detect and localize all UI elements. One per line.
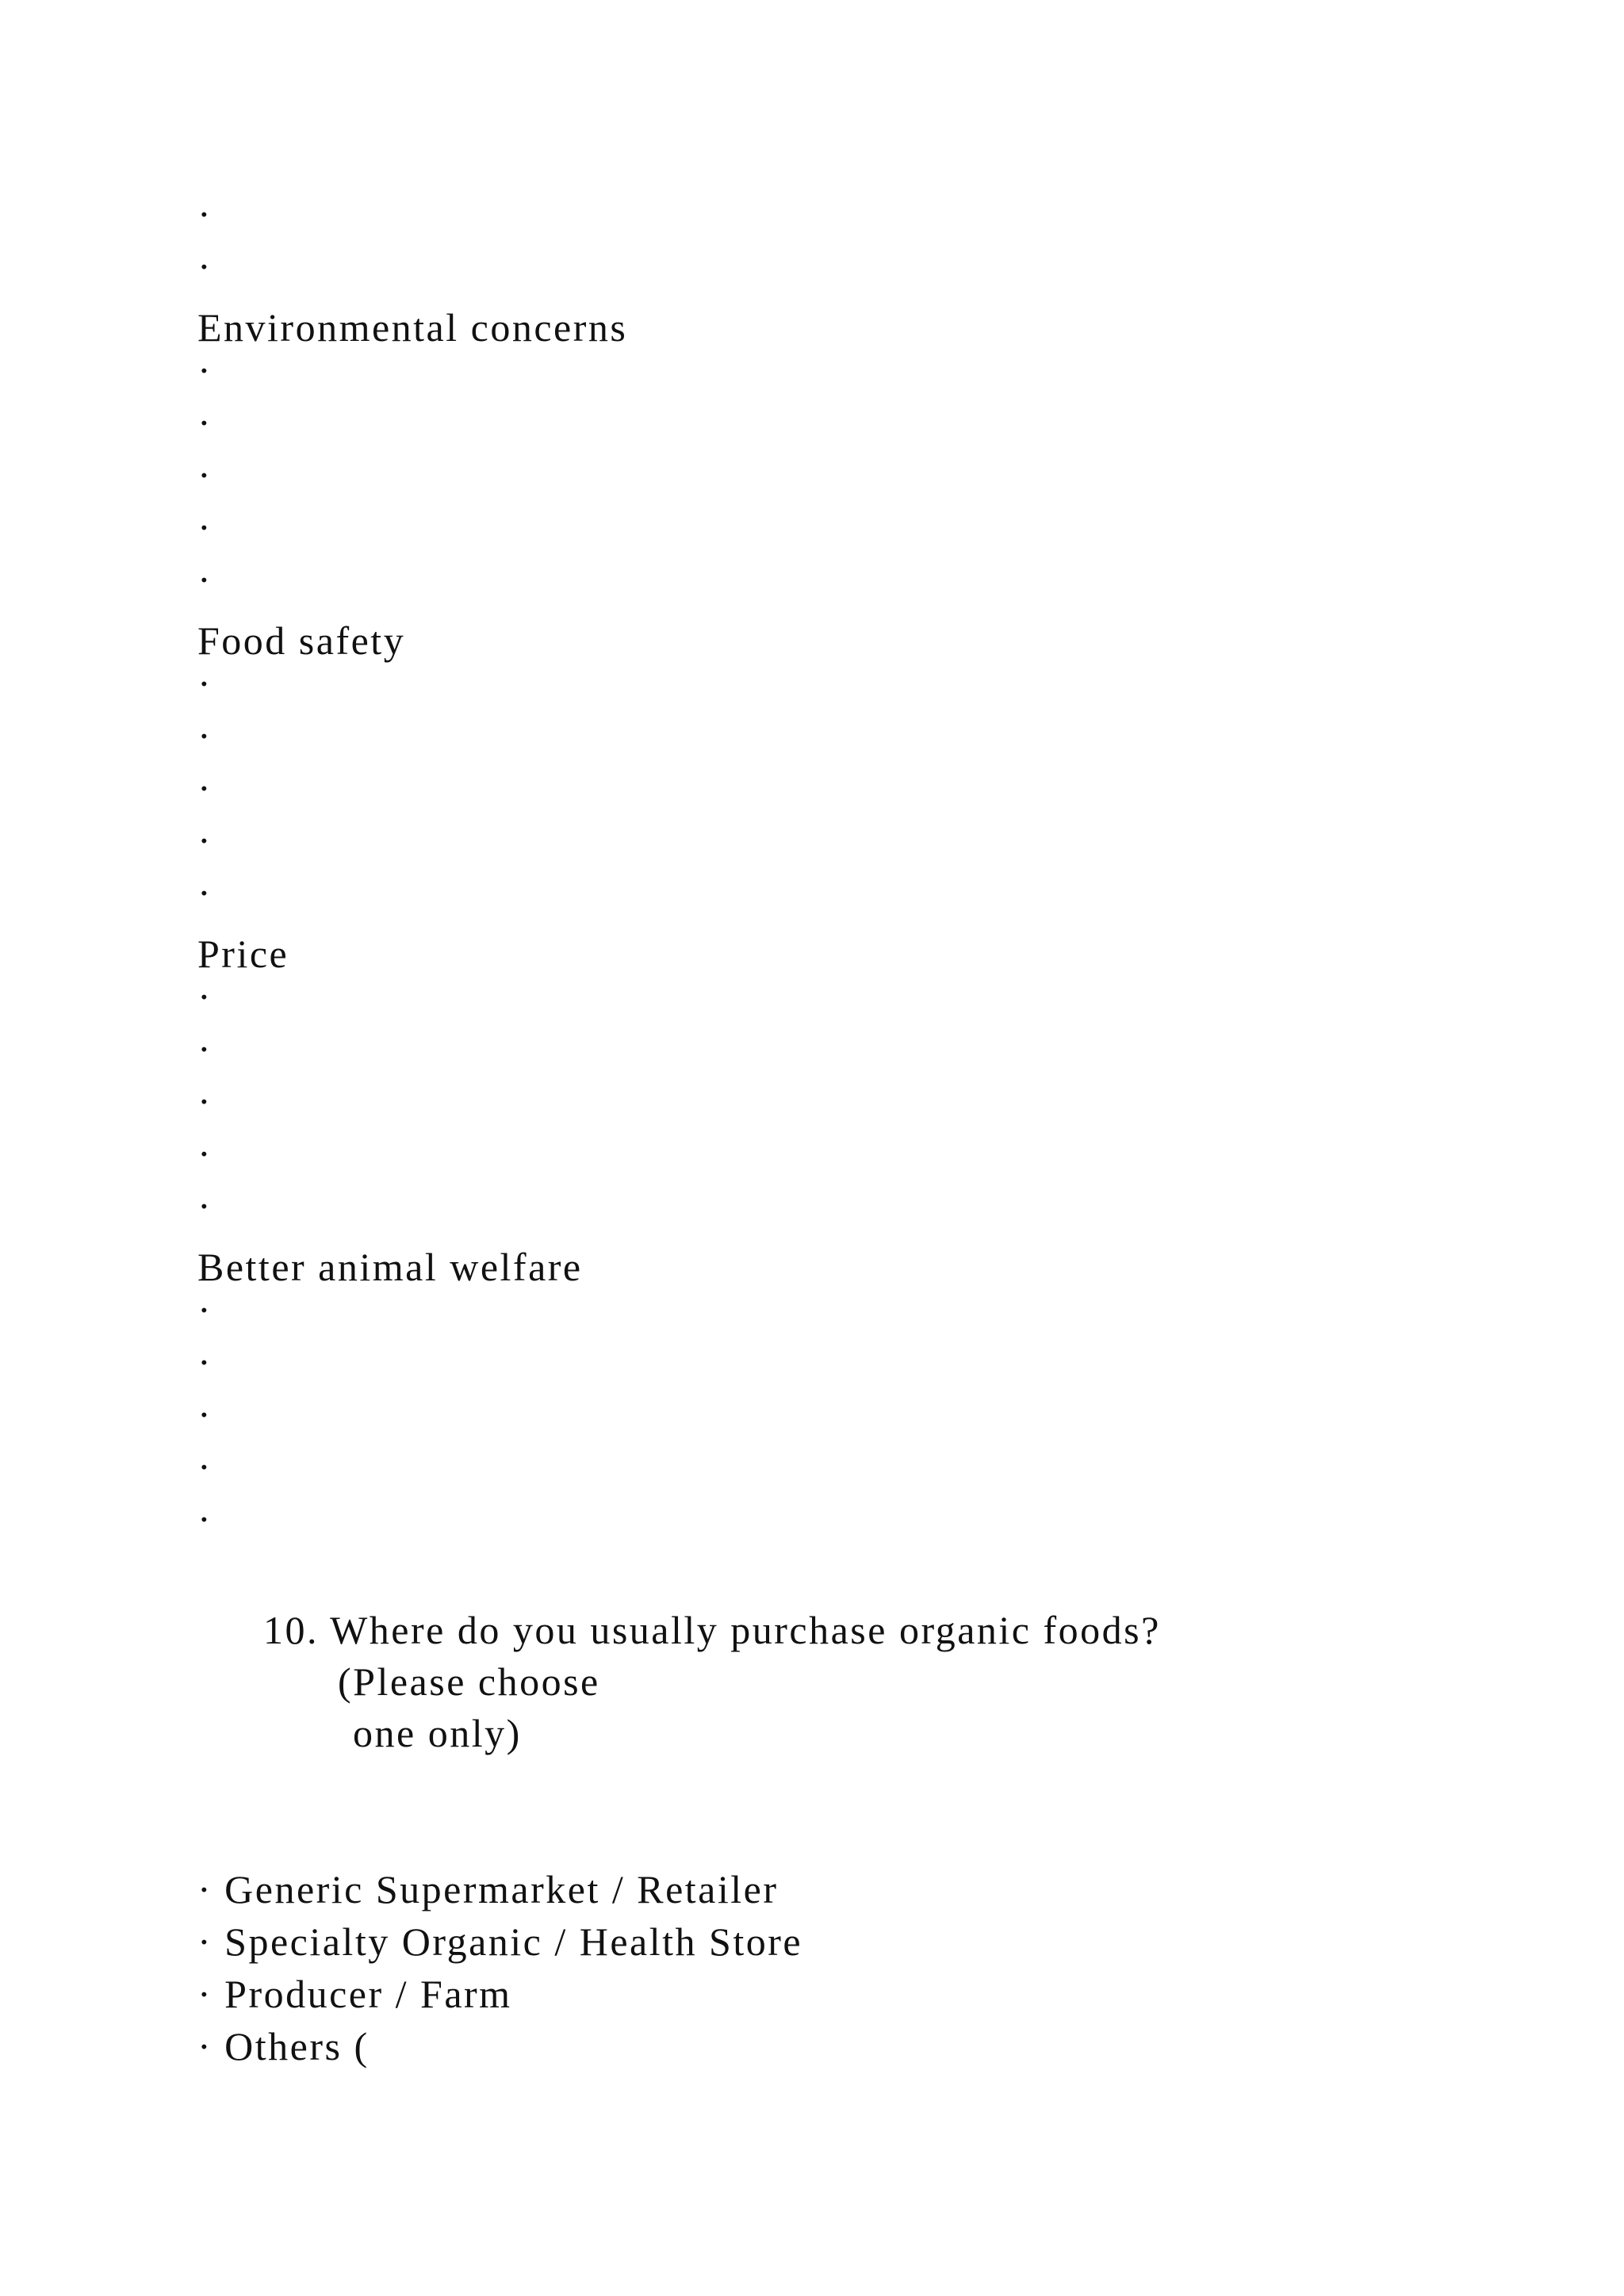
rating-dot: · <box>197 1288 211 1332</box>
rating-dot: · <box>197 871 211 915</box>
rating-dot: · <box>197 818 211 863</box>
option-producer-farm: · Producer / Farm <box>197 1972 512 2016</box>
question-10-instruction: (Please choose <box>338 1659 600 1704</box>
rating-dot: · <box>197 1340 211 1384</box>
rating-dot: · <box>197 1392 211 1437</box>
factor-price: Price <box>197 932 289 976</box>
factor-environmental: Environmental concerns <box>197 305 628 350</box>
rating-dot: · <box>197 244 211 289</box>
option-supermarket: · Generic Supermarket / Retailer <box>197 1867 779 1911</box>
question-10-text: 10. Where do you usually purchase organic foods? <box>263 1608 1161 1652</box>
rating-dot: · <box>197 557 211 602</box>
option-specialty-store: · Specialty Organic / Health Store <box>197 1919 803 1964</box>
question-10-instruction-cont: one only) <box>353 1711 522 1755</box>
rating-dot: · <box>197 714 211 758</box>
rating-dot: · <box>197 453 211 497</box>
factor-food-safety: Food safety <box>197 618 406 663</box>
option-others: · Others ( <box>197 2024 370 2068</box>
rating-dot: · <box>197 505 211 549</box>
rating-dot: · <box>197 974 211 1019</box>
factor-animal-welfare: Better animal welfare <box>197 1245 583 1289</box>
rating-dot: · <box>197 348 211 392</box>
rating-dot: · <box>197 1445 211 1489</box>
rating-dot: · <box>197 1184 211 1228</box>
rating-dot: · <box>197 400 211 445</box>
rating-dot: · <box>197 192 211 236</box>
rating-dot: · <box>197 1131 211 1176</box>
rating-dot: · <box>197 661 211 706</box>
rating-dot: · <box>197 1497 211 1541</box>
rating-dot: · <box>197 1027 211 1071</box>
rating-dot: · <box>197 766 211 810</box>
rating-dot: · <box>197 1079 211 1123</box>
